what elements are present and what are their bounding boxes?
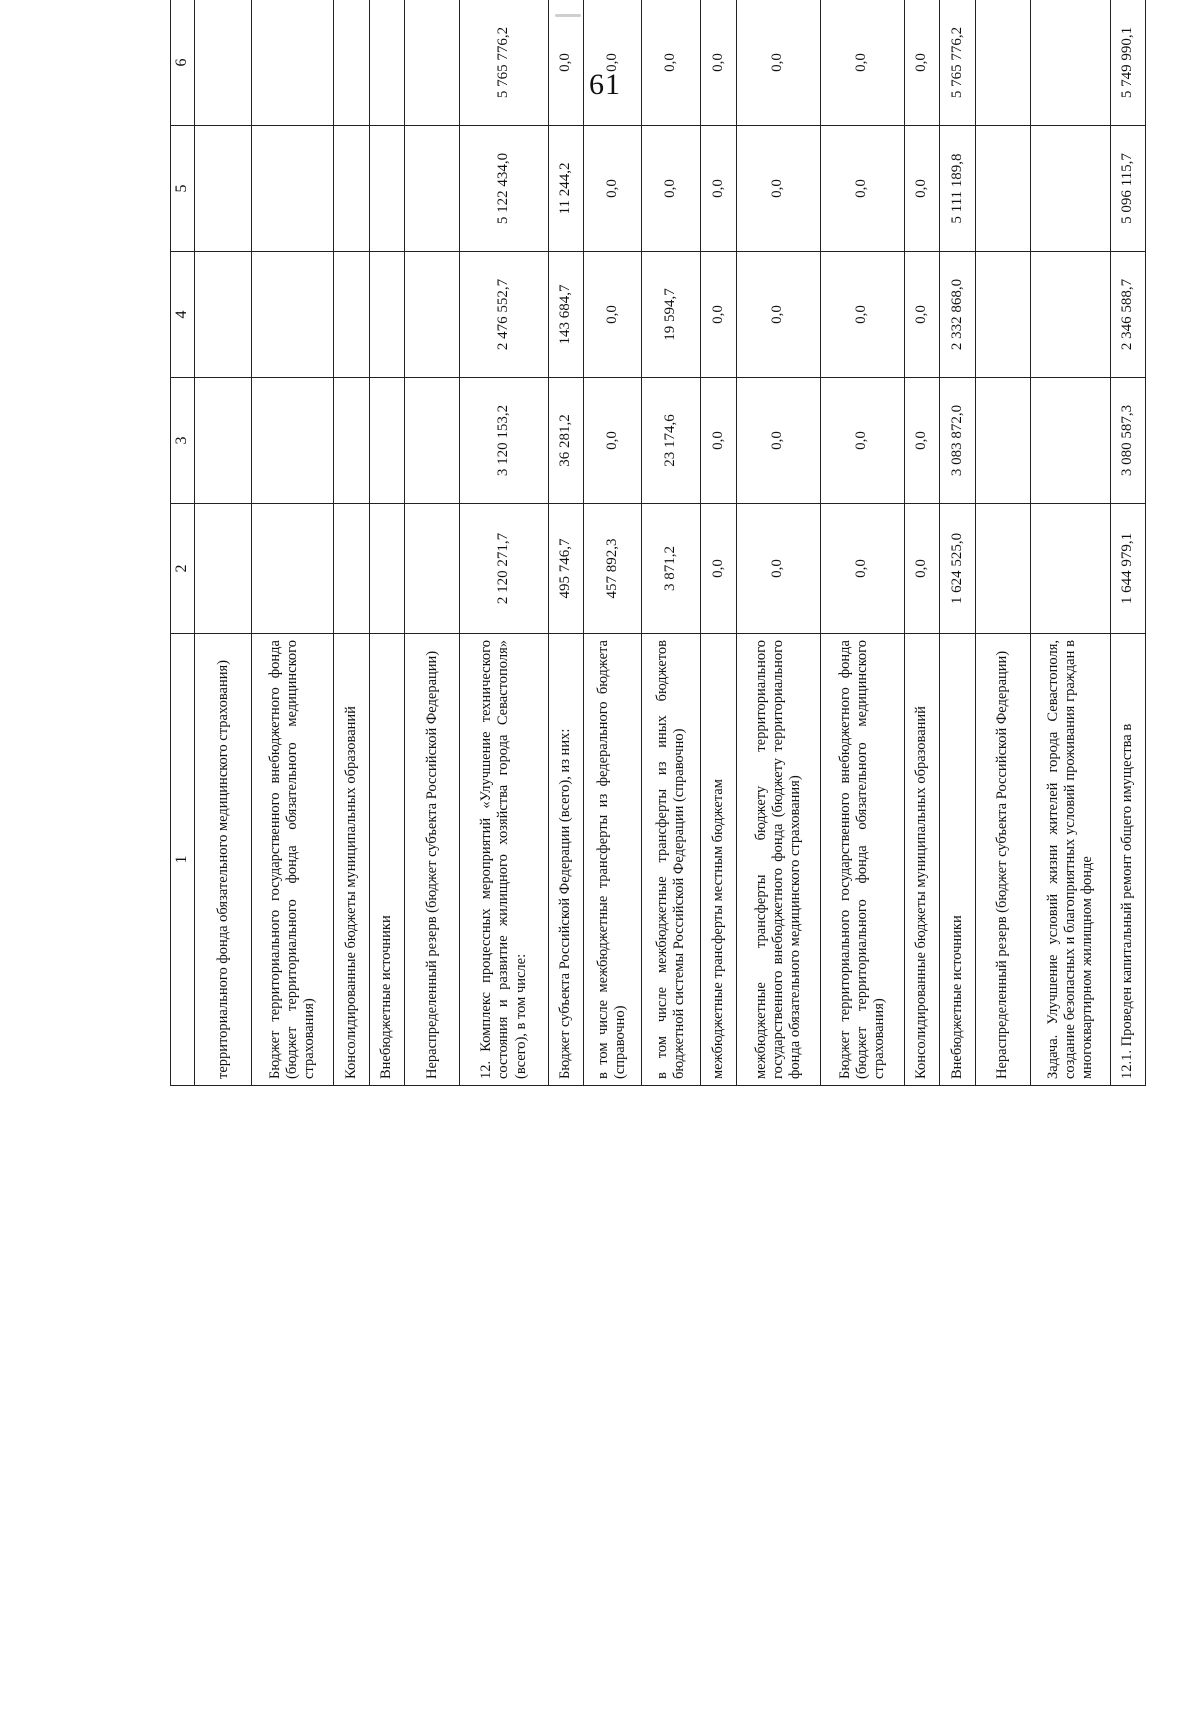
cell-col-2	[404, 504, 459, 634]
table-row	[1110, 0, 1145, 1086]
cell-col-5	[369, 126, 404, 252]
cell-col-6	[975, 0, 1030, 126]
cell-col-2: 0,0	[701, 504, 736, 634]
table-row	[701, 0, 736, 1086]
cell-col-4: 0,0	[820, 252, 904, 378]
cell-col-6: 0,0	[736, 0, 820, 126]
table-row	[904, 0, 939, 1086]
rotated-table-wrapper	[170, 0, 1146, 1086]
row-description: Консолидированные бюджеты муниципальных образований	[334, 634, 369, 1086]
cell-col-3	[1030, 378, 1110, 504]
row-description: Консолидированные бюджеты муниципальных образований	[904, 634, 939, 1086]
cell-col-2	[369, 504, 404, 634]
table-row	[334, 0, 369, 1086]
cell-col-5	[194, 126, 252, 252]
table-row	[641, 0, 701, 1086]
row-description: Бюджет субъекта Российской Федерации (всего), из них:	[548, 634, 583, 1086]
cell-col-3: 3 083 872,0	[940, 378, 975, 504]
header-col-5: 5	[171, 126, 195, 252]
budget-table	[170, 0, 1146, 1086]
cell-col-2: 0,0	[736, 504, 820, 634]
cell-col-4: 19 594,7	[641, 252, 701, 378]
table-row	[548, 0, 583, 1086]
cell-col-3	[404, 378, 459, 504]
row-description: межбюджетные трансферты местным бюджетам	[701, 634, 736, 1086]
cell-col-3: 23 174,6	[641, 378, 701, 504]
cell-col-3: 36 281,2	[548, 378, 583, 504]
cell-col-3	[194, 378, 252, 504]
row-description: Нераспределенный резерв (бюджет субъекта Российской Федерации)	[404, 634, 459, 1086]
row-description: межбюджетные трансферты бюджету территориального государственного внебюджетного фонда (бюджету территориального фонда обязательного медицинского страхования)	[736, 634, 820, 1086]
cell-col-4	[975, 252, 1030, 378]
cell-col-5: 5 096 115,7	[1110, 126, 1145, 252]
cell-col-6: 5 749 990,1	[1110, 0, 1145, 126]
cell-col-2: 495 746,7	[548, 504, 583, 634]
cell-col-5	[404, 126, 459, 252]
cell-col-5: 0,0	[584, 126, 642, 252]
cell-col-5	[252, 126, 334, 252]
cell-col-3: 0,0	[820, 378, 904, 504]
header-col-1: 1	[171, 634, 195, 1086]
table-row	[404, 0, 459, 1086]
cell-col-3: 0,0	[904, 378, 939, 504]
cell-col-4	[404, 252, 459, 378]
cell-col-6: 5 765 776,2	[460, 0, 548, 126]
cell-col-5	[334, 126, 369, 252]
row-description: 12. Комплекс процессных мероприятий «Улучшение технического состояния и развитие жилищного хозяйства города Севастополя» (всего), в том числе:	[460, 634, 548, 1086]
cell-col-4: 2 346 588,7	[1110, 252, 1145, 378]
cell-col-2: 0,0	[904, 504, 939, 634]
cell-col-4	[252, 252, 334, 378]
cell-col-4: 0,0	[701, 252, 736, 378]
cell-col-2: 3 871,2	[641, 504, 701, 634]
cell-col-3	[252, 378, 334, 504]
table-row	[820, 0, 904, 1086]
cell-col-6: 0,0	[820, 0, 904, 126]
cell-col-3: 0,0	[701, 378, 736, 504]
table-row	[369, 0, 404, 1086]
table-frame	[170, 26, 1146, 1586]
cell-col-5	[1030, 126, 1110, 252]
table-row	[252, 0, 334, 1086]
cell-col-6	[334, 0, 369, 126]
cell-col-5: 5 111 189,8	[940, 126, 975, 252]
cell-col-4	[1030, 252, 1110, 378]
table-row	[736, 0, 820, 1086]
header-col-6: 6	[171, 0, 195, 126]
cell-col-5: 0,0	[820, 126, 904, 252]
row-description: в том числе межбюджетные трансферты из федерального бюджета (справочно)	[584, 634, 642, 1086]
cell-col-6: 0,0	[904, 0, 939, 126]
header-row	[171, 0, 195, 1086]
cell-col-3	[369, 378, 404, 504]
cell-col-2: 0,0	[820, 504, 904, 634]
cell-col-6: 0,0	[584, 0, 642, 126]
table-row	[460, 0, 548, 1086]
cell-col-5: 5 122 434,0	[460, 126, 548, 252]
row-description: Бюджет территориального государственного внебюджетного фонда (бюджет территориального фонда обязательного медицинского страхования)	[820, 634, 904, 1086]
table-row	[975, 0, 1030, 1086]
cell-col-6: 5 765 776,2	[940, 0, 975, 126]
cell-col-6	[252, 0, 334, 126]
row-description: Задача. Улучшение условий жизни жителей города Севастополя, создание безопасных и благоприятных условий проживания граждан в многоквартирном жилищном фонде	[1030, 634, 1110, 1086]
cell-col-6	[1030, 0, 1110, 126]
cell-col-4	[334, 252, 369, 378]
row-description: Внебюджетные источники	[940, 634, 975, 1086]
cell-col-4: 2 476 552,7	[460, 252, 548, 378]
cell-col-5: 11 244,2	[548, 126, 583, 252]
row-description: Нераспределенный резерв (бюджет субъекта Российской Федерации)	[975, 634, 1030, 1086]
cell-col-5	[975, 126, 1030, 252]
cell-col-5: 0,0	[736, 126, 820, 252]
cell-col-3: 3 120 153,2	[460, 378, 548, 504]
cell-col-2: 457 892,3	[584, 504, 642, 634]
table-row	[584, 0, 642, 1086]
cell-col-4: 0,0	[584, 252, 642, 378]
row-description: Внебюджетные источники	[369, 634, 404, 1086]
cell-col-5: 0,0	[641, 126, 701, 252]
cell-col-2: 1 624 525,0	[940, 504, 975, 634]
cell-col-2	[334, 504, 369, 634]
header-col-2: 2	[171, 504, 195, 634]
cell-col-2	[1030, 504, 1110, 634]
cell-col-6: 0,0	[641, 0, 701, 126]
cell-col-4: 2 332 868,0	[940, 252, 975, 378]
cell-col-6: 0,0	[548, 0, 583, 126]
header-col-3: 3	[171, 378, 195, 504]
cell-col-2	[194, 504, 252, 634]
cell-col-6	[404, 0, 459, 126]
page-number: 61	[589, 68, 621, 101]
cell-col-6	[194, 0, 252, 126]
cell-col-4	[369, 252, 404, 378]
row-description: территориального фонда обязательного медицинского страхования)	[194, 634, 252, 1086]
cell-col-4: 0,0	[904, 252, 939, 378]
cell-col-3: 3 080 587,3	[1110, 378, 1145, 504]
row-description: Бюджет территориального государственного внебюджетного фонда (бюджет территориального фонда обязательного медицинского страхования)	[252, 634, 334, 1086]
table-row	[940, 0, 975, 1086]
cell-col-5: 0,0	[701, 126, 736, 252]
row-description: 12.1. Проведен капитальный ремонт общего имущества в	[1110, 634, 1145, 1086]
cell-col-2: 2 120 271,7	[460, 504, 548, 634]
cell-col-4: 143 684,7	[548, 252, 583, 378]
cell-col-2: 1 644 979,1	[1110, 504, 1145, 634]
row-description: в том числе межбюджетные трансферты из иных бюджетов бюджетной системы Российской Федерации (справочно)	[641, 634, 701, 1086]
cell-col-6: 0,0	[701, 0, 736, 126]
table-body	[194, 0, 1145, 1086]
table-row	[1030, 0, 1110, 1086]
cell-col-3	[334, 378, 369, 504]
cell-col-2	[252, 504, 334, 634]
cell-col-2	[975, 504, 1030, 634]
cell-col-4: 0,0	[736, 252, 820, 378]
cell-col-3: 0,0	[736, 378, 820, 504]
cell-col-5: 0,0	[904, 126, 939, 252]
cell-col-6	[369, 0, 404, 126]
cell-col-3	[975, 378, 1030, 504]
header-col-4: 4	[171, 252, 195, 378]
cell-col-3: 0,0	[584, 378, 642, 504]
cell-col-4	[194, 252, 252, 378]
table-row	[194, 0, 252, 1086]
